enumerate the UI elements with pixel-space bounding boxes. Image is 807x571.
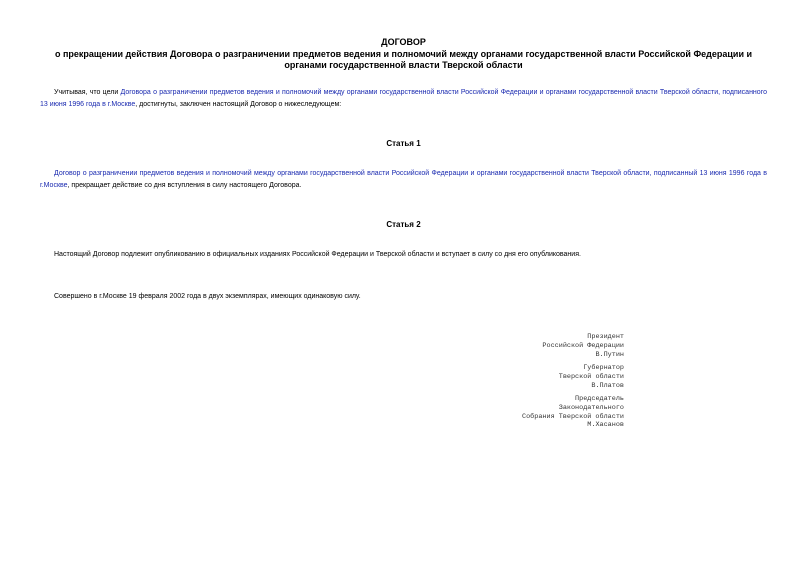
document-subtitle-line-2: органами государственной власти Тверской области	[284, 60, 523, 70]
article-2-text: Настоящий Договор подлежит опубликованию в официальных изданиях Российской Федерации и Тверской области и вступает в силу со дня его опубликования.	[54, 251, 581, 258]
signature-line: Российской Федерации	[542, 341, 624, 350]
signature-chairman	[404, 395, 624, 430]
document-title: ДОГОВОР	[381, 37, 426, 47]
signature-line: В.Платов	[591, 381, 624, 390]
article-1-heading: Статья 1	[386, 139, 421, 148]
preamble-tail-text: , достигнуты, заключен настоящий Договор о нижеследующем:	[135, 101, 342, 108]
signature-line: Председатель	[575, 395, 624, 403]
signature-governor	[404, 364, 624, 390]
signature-line: Тверской области	[558, 372, 624, 381]
preamble-paragraph	[40, 87, 767, 111]
document-subtitle-line-1: о прекращении действия Договора о разграничении предметов ведения и полномочий между органами государственной власти Российской Федерации и	[54, 48, 753, 59]
preamble-treaty-link[interactable]: Договора о разграничении предметов ведения и полномочий между органами государственной власти Российской Федерации и органами государственной власти Тверской области, подписанного 13 июня 1996 года в г.Москве	[40, 89, 767, 108]
signature-line: Собрания Тверской области	[522, 412, 624, 421]
article-2-heading: Статья 2	[386, 220, 421, 229]
signature-line: В.Путин	[595, 350, 624, 359]
signature-line: М.Хасанов	[587, 421, 624, 430]
signature-line: Законодательного	[558, 403, 624, 412]
signature-president	[404, 333, 624, 359]
closing-paragraph	[40, 291, 767, 303]
article-1-tail-text: , прекращает действие со дня вступления в силу настоящего Договора.	[67, 182, 302, 189]
article-1-paragraph	[40, 168, 767, 192]
closing-text: Совершено в г.Москве 19 февраля 2002 года в двух экземплярах, имеющих одинаковую силу.	[54, 293, 361, 300]
preamble-lead-text: Учитывая, что цели	[54, 89, 121, 96]
signature-line: Президент	[587, 333, 624, 341]
article-1-treaty-link[interactable]: Договор о разграничении предметов ведения и полномочий между органами государственной власти Российской Федерации и органами государственной власти Тверской области, подписанный 13 июня 1996 года в г.Москве	[40, 170, 767, 189]
article-2-paragraph	[40, 249, 767, 261]
document-title-block	[40, 37, 767, 72]
signature-line: Губернатор	[583, 364, 624, 372]
